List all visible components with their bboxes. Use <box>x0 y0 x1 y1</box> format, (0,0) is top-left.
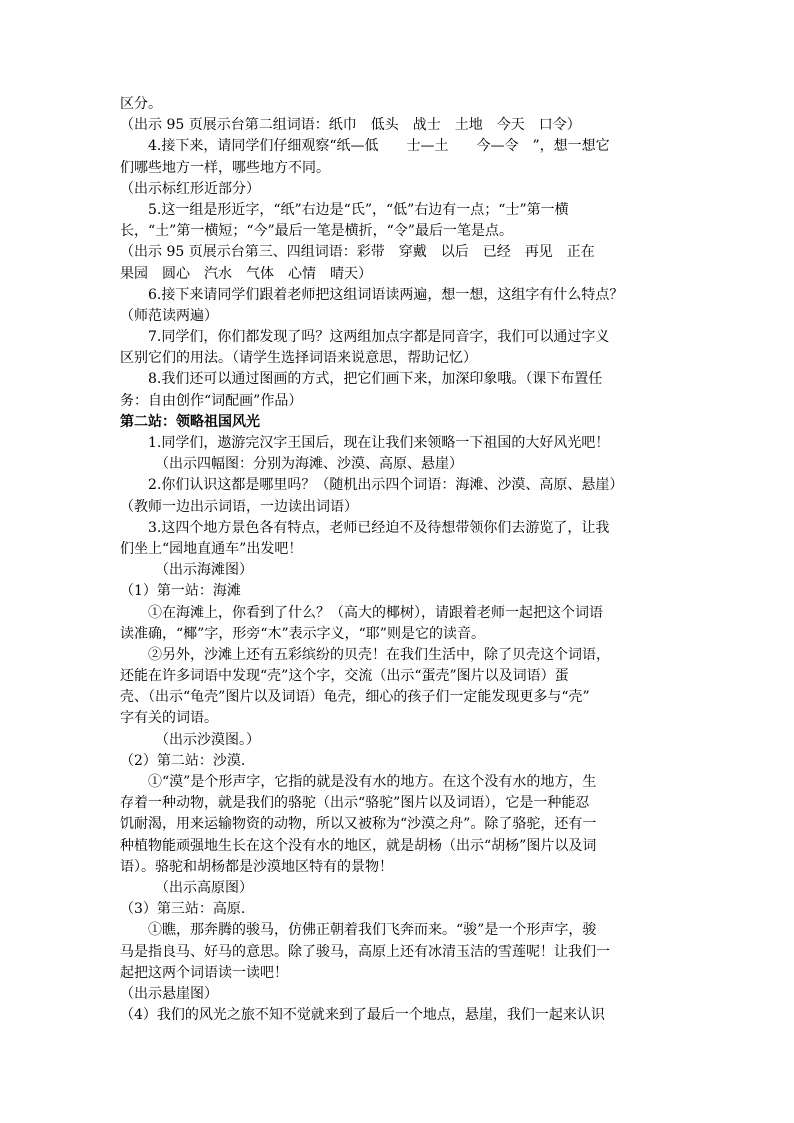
text-line: 2.你们认识这都是哪里吗？（随机出示四个词语：海滩、沙漠、高原、悬崖） <box>148 477 624 494</box>
text-line: 读准确，“椰”字，形旁“木”表示字义，“耶”则是它的读音。 <box>120 625 485 642</box>
text-line: 们坐上“园地直通车”出发吧！ <box>120 540 303 557</box>
text-line: 8.我们还可以通过图画的方式，把它们画下来，加深印象哦。（课下布置任 <box>148 371 603 388</box>
text-line: 务：自由创作“词配画”作品） <box>120 392 303 409</box>
text-line: （3）第三站：高原. <box>120 901 246 918</box>
text-line: 区分。 <box>120 96 162 112</box>
text-line: （出示 95 页展示台第三、四组词语：彩带 穿戴 以后 已经 再见 正在 <box>120 244 595 261</box>
text-line: 7.同学们，你们都发现了吗？这两组加点字都是同音字，我们可以通过字义 <box>148 329 610 346</box>
text-line: ①“漠”是个形声字，它指的就是没有水的地方。在这个没有水的地方，生 <box>148 774 597 790</box>
text-line: 4.接下来，请同学们仔细观察“纸—低 士—土 今—令 ”，想一想它 <box>148 138 610 155</box>
text-line: （教师一边出示词语，一边读出词语） <box>120 498 358 515</box>
text-line: 6.接下来请同学们跟着老师把这组词语读两遍，想一想，这组字有什么特点？ <box>148 286 624 303</box>
text-line: 区别它们的用法。（请学生选择词语来说意思，帮助记忆） <box>120 350 477 367</box>
text-line: （1）第一站：海滩 <box>120 583 241 600</box>
text-line: （出示 95 页展示台第二组词语：纸巾 低头 战士 土地 今天 口令） <box>120 117 581 134</box>
text-line: （出示海滩图） <box>155 562 253 579</box>
text-line: ①瞧，那奔腾的骏马，仿佛正朝着我们飞奔而来。“骏”是一个形声字，骏 <box>148 922 597 939</box>
text-line: （出示四幅图：分别为海滩、沙漠、高原、悬崖） <box>155 456 463 473</box>
text-line: 壳、（出示“龟壳”图片以及词语）龟壳，细心的孩子们一定能发现更多与“壳” <box>120 689 590 706</box>
text-line: （师范读两遍） <box>120 307 218 324</box>
text-line: 起把这两个词语读一读吧！ <box>120 964 288 981</box>
text-line: （出示标红形近部分） <box>120 180 260 197</box>
text-line: 还能在许多词语中发现“壳”这个字，交流（出示“蛋壳”图片以及词语）蛋 <box>120 668 569 685</box>
text-line: 种植物能顽强地生长在这个没有水的地区，就是胡杨（出示“胡杨”图片以及词 <box>120 837 597 854</box>
text-line: 饥耐渴，用来运输物资的动物，所以又被称为“沙漠之舟”。除了骆驼，还有一 <box>120 816 597 833</box>
text-line: 存着一种动物，就是我们的骆驼（出示“骆驼”图片以及词语），它是一种能忍 <box>120 795 590 812</box>
text-line: 果园 圆心 汽水 气体 心情 晴天） <box>120 265 372 282</box>
text-line: 们哪些地方一样，哪些地方不同。 <box>120 159 330 176</box>
text-line: 字有关的词语。 <box>120 710 218 727</box>
text-line: 语）。骆驼和胡杨都是沙漠地区特有的景物！ <box>120 858 393 875</box>
text-line: （出示高原图） <box>155 879 253 896</box>
text-line: 1.同学们，遨游完汉字王国后，现在让我们来领略一下祖国的大好风光吧！ <box>148 435 610 451</box>
section-heading: 第二站：领略祖国风光 <box>120 413 260 430</box>
text-line: （4）我们的风光之旅不知不觉就来到了最后一个地点，悬崖，我们一起来认识 <box>120 1007 605 1024</box>
text-line: （出示沙漠图。） <box>155 731 260 748</box>
text-line: ①在海滩上，你看到了什么？（高大的椰树），请跟着老师一起把这个词语 <box>148 604 603 621</box>
text-line: 3.这四个地方景色各有特点，老师已经迫不及待想带领你们去游览了，让我 <box>148 519 610 536</box>
text-line: （出示悬崖图） <box>120 985 218 1002</box>
text-line: 5.这一组是形近字，“纸”右边是“氏”，“低”右边有一点；“士”第一横 <box>148 201 569 218</box>
text-line: ②另外，沙滩上还有五彩缤纷的贝壳！在我们生活中，除了贝壳这个词语， <box>148 646 610 663</box>
text-line: 马是指良马、好马的意思。除了骏马，高原上还有冰清玉洁的雪莲呢！让我们一 <box>120 943 610 960</box>
text-line: （2）第二站：沙漠. <box>120 752 246 769</box>
text-line: 长，“土”第一横短；“今”最后一笔是横折，“令”最后一笔是点。 <box>120 223 513 240</box>
document-page <box>120 94 680 1026</box>
